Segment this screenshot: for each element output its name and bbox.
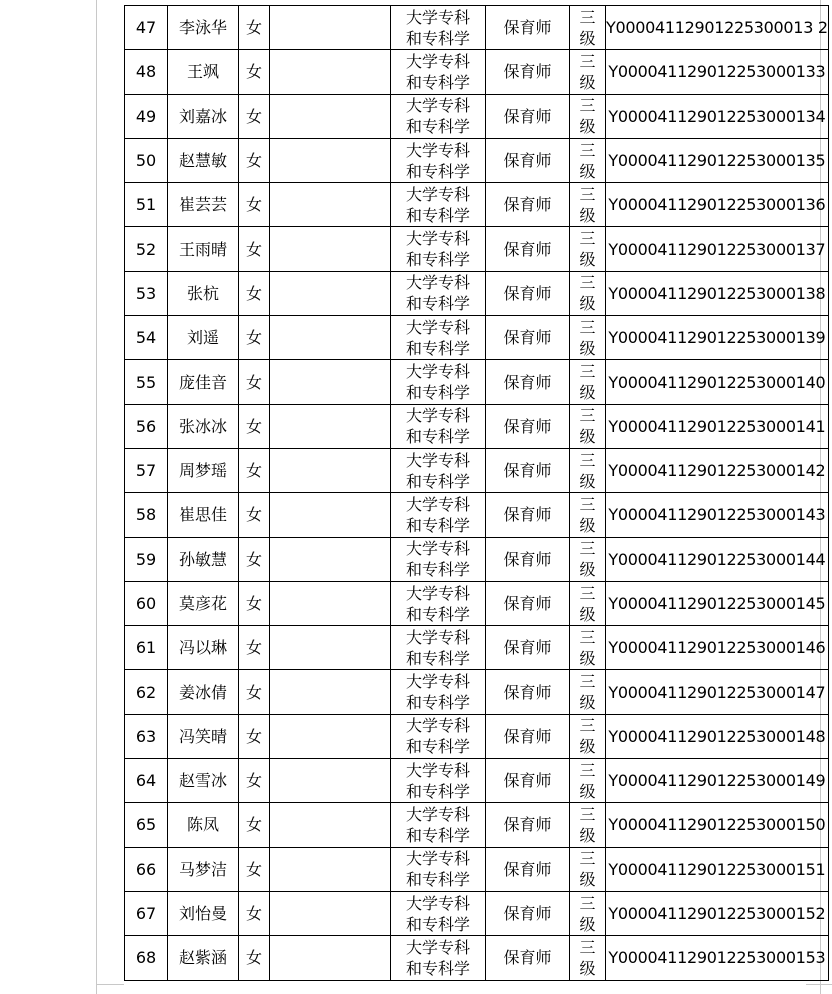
blank-cell	[270, 271, 391, 315]
education-cell	[391, 581, 486, 625]
gender-cell: 女	[239, 448, 270, 492]
gender-cell: 女	[239, 537, 270, 581]
level-line-1: 三	[579, 406, 596, 426]
name-cell: 刘怡曼	[168, 891, 239, 935]
certificate-number-cell: Y000041129012253000148	[606, 714, 829, 758]
level-cell	[570, 183, 606, 227]
level-line-2: 级	[579, 250, 596, 270]
row-number-cell: 60	[125, 581, 168, 625]
name-cell: 庞佳音	[168, 360, 239, 404]
gender-cell: 女	[239, 6, 270, 50]
education-line-2: 和专科学	[405, 604, 470, 624]
table-row	[125, 537, 829, 581]
education-line-2: 和专科学	[405, 560, 470, 580]
gender-cell: 女	[239, 714, 270, 758]
education-line-2: 和专科学	[405, 205, 470, 225]
gender-cell: 女	[239, 670, 270, 714]
blank-cell	[270, 94, 391, 138]
certificate-number-cell: Y00004112901225300013 2	[606, 6, 829, 50]
name-cell: 周梦瑶	[168, 448, 239, 492]
level-line-2: 级	[579, 161, 596, 181]
level-line-1: 三	[579, 627, 596, 647]
education-line-1: 大学专科	[405, 229, 470, 249]
occupation-cell: 保育师	[486, 759, 570, 803]
page-margin-guide-left	[96, 0, 97, 994]
certificate-number-cell: Y000041129012253000146	[606, 626, 829, 670]
blank-cell	[270, 803, 391, 847]
row-number-cell: 56	[125, 404, 168, 448]
table-row	[125, 581, 829, 625]
blank-cell	[270, 316, 391, 360]
gender-cell: 女	[239, 360, 270, 404]
level-line-1: 三	[579, 804, 596, 824]
table-row	[125, 316, 829, 360]
certificate-number-cell: Y000041129012253000152	[606, 891, 829, 935]
education-cell	[391, 183, 486, 227]
table-row	[125, 626, 829, 670]
occupation-cell: 保育师	[486, 936, 570, 980]
gender-cell: 女	[239, 803, 270, 847]
certificate-number-cell: Y000041129012253000149	[606, 759, 829, 803]
education-line-2: 和专科学	[405, 693, 470, 713]
level-line-2: 级	[579, 693, 596, 713]
education-cell	[391, 271, 486, 315]
occupation-cell: 保育师	[486, 50, 570, 94]
row-number-cell: 64	[125, 759, 168, 803]
blank-cell	[270, 714, 391, 758]
level-line-1: 三	[579, 937, 596, 957]
table-row	[125, 847, 829, 891]
gender-cell: 女	[239, 138, 270, 182]
certificate-number-cell: Y000041129012253000144	[606, 537, 829, 581]
row-number-cell: 65	[125, 803, 168, 847]
level-line-2: 级	[579, 515, 596, 535]
row-number-cell: 62	[125, 670, 168, 714]
education-line-1: 大学专科	[405, 96, 470, 116]
level-cell	[570, 581, 606, 625]
education-line-2: 和专科学	[405, 28, 470, 48]
table-row	[125, 493, 829, 537]
level-cell	[570, 803, 606, 847]
education-line-1: 大学专科	[405, 760, 470, 780]
blank-cell	[270, 50, 391, 94]
education-line-1: 大学专科	[405, 317, 470, 337]
education-line-1: 大学专科	[405, 494, 470, 514]
occupation-cell: 保育师	[486, 803, 570, 847]
table-row	[125, 183, 829, 227]
level-line-1: 三	[579, 760, 596, 780]
row-number-cell: 66	[125, 847, 168, 891]
level-cell	[570, 360, 606, 404]
blank-cell	[270, 891, 391, 935]
name-cell: 崔芸芸	[168, 183, 239, 227]
name-cell: 崔思佳	[168, 493, 239, 537]
level-cell	[570, 271, 606, 315]
level-line-2: 级	[579, 781, 596, 801]
level-line-2: 级	[579, 72, 596, 92]
gender-cell: 女	[239, 94, 270, 138]
level-cell	[570, 493, 606, 537]
row-number-cell: 61	[125, 626, 168, 670]
level-line-1: 三	[579, 317, 596, 337]
blank-cell	[270, 448, 391, 492]
row-number-cell: 53	[125, 271, 168, 315]
education-line-2: 和专科学	[405, 515, 470, 535]
education-cell	[391, 537, 486, 581]
name-cell: 张冰冰	[168, 404, 239, 448]
level-line-2: 级	[579, 737, 596, 757]
blank-cell	[270, 537, 391, 581]
occupation-cell: 保育师	[486, 271, 570, 315]
level-cell	[570, 936, 606, 980]
name-cell: 刘嘉冰	[168, 94, 239, 138]
gender-cell: 女	[239, 404, 270, 448]
level-line-2: 级	[579, 427, 596, 447]
education-cell	[391, 759, 486, 803]
education-cell	[391, 138, 486, 182]
level-cell	[570, 316, 606, 360]
level-cell	[570, 891, 606, 935]
certificate-number-cell: Y000041129012253000151	[606, 847, 829, 891]
row-number-cell: 68	[125, 936, 168, 980]
row-number-cell: 51	[125, 183, 168, 227]
blank-cell	[270, 847, 391, 891]
education-line-2: 和专科学	[405, 383, 470, 403]
certificate-number-cell: Y000041129012253000143	[606, 493, 829, 537]
occupation-cell: 保育师	[486, 626, 570, 670]
level-cell	[570, 448, 606, 492]
certificate-number-cell: Y000041129012253000135	[606, 138, 829, 182]
gender-cell: 女	[239, 271, 270, 315]
name-cell: 姜冰倩	[168, 670, 239, 714]
education-line-2: 和专科学	[405, 250, 470, 270]
education-line-1: 大学专科	[405, 716, 470, 736]
level-line-1: 三	[579, 184, 596, 204]
education-line-1: 大学专科	[405, 893, 470, 913]
level-line-2: 级	[579, 383, 596, 403]
table-row	[125, 404, 829, 448]
level-line-1: 三	[579, 672, 596, 692]
blank-cell	[270, 360, 391, 404]
roster-body	[125, 6, 829, 981]
certificate-number-cell: Y000041129012253000153	[606, 936, 829, 980]
education-line-1: 大学专科	[405, 450, 470, 470]
education-cell	[391, 6, 486, 50]
education-cell	[391, 936, 486, 980]
occupation-cell: 保育师	[486, 448, 570, 492]
level-cell	[570, 138, 606, 182]
row-number-cell: 63	[125, 714, 168, 758]
level-line-1: 三	[579, 583, 596, 603]
level-line-1: 三	[579, 140, 596, 160]
level-cell	[570, 6, 606, 50]
education-cell	[391, 803, 486, 847]
education-cell	[391, 316, 486, 360]
occupation-cell: 保育师	[486, 404, 570, 448]
level-cell	[570, 227, 606, 271]
blank-cell	[270, 227, 391, 271]
gender-cell: 女	[239, 316, 270, 360]
education-line-2: 和专科学	[405, 72, 470, 92]
name-cell: 李泳华	[168, 6, 239, 50]
gender-cell: 女	[239, 183, 270, 227]
certificate-number-cell: Y000041129012253000133	[606, 50, 829, 94]
certificate-number-cell: Y000041129012253000137	[606, 227, 829, 271]
education-cell	[391, 360, 486, 404]
education-line-1: 大学专科	[405, 937, 470, 957]
row-number-cell: 49	[125, 94, 168, 138]
education-cell	[391, 448, 486, 492]
education-cell	[391, 493, 486, 537]
certificate-number-cell: Y000041129012253000140	[606, 360, 829, 404]
table-row	[125, 6, 829, 50]
certificate-number-cell: Y000041129012253000136	[606, 183, 829, 227]
level-line-2: 级	[579, 471, 596, 491]
gender-cell: 女	[239, 493, 270, 537]
certificate-number-cell: Y000041129012253000145	[606, 581, 829, 625]
education-line-2: 和专科学	[405, 294, 470, 314]
table-row	[125, 714, 829, 758]
education-line-2: 和专科学	[405, 737, 470, 757]
row-number-cell: 57	[125, 448, 168, 492]
education-line-2: 和专科学	[405, 870, 470, 890]
blank-cell	[270, 626, 391, 670]
row-number-cell: 52	[125, 227, 168, 271]
level-cell	[570, 94, 606, 138]
row-number-cell: 59	[125, 537, 168, 581]
occupation-cell: 保育师	[486, 493, 570, 537]
row-number-cell: 58	[125, 493, 168, 537]
education-line-2: 和专科学	[405, 781, 470, 801]
education-line-1: 大学专科	[405, 804, 470, 824]
name-cell: 张杭	[168, 271, 239, 315]
level-line-1: 三	[579, 849, 596, 869]
table-row	[125, 759, 829, 803]
education-line-1: 大学专科	[405, 273, 470, 293]
name-cell: 孙敏慧	[168, 537, 239, 581]
gender-cell: 女	[239, 847, 270, 891]
level-line-2: 级	[579, 648, 596, 668]
level-line-1: 三	[579, 7, 596, 27]
table-row	[125, 94, 829, 138]
occupation-cell: 保育师	[486, 227, 570, 271]
name-cell: 莫彦花	[168, 581, 239, 625]
certificate-number-cell: Y000041129012253000142	[606, 448, 829, 492]
education-cell	[391, 670, 486, 714]
education-cell	[391, 50, 486, 94]
level-line-1: 三	[579, 273, 596, 293]
education-line-1: 大学专科	[405, 362, 470, 382]
level-cell	[570, 670, 606, 714]
occupation-cell: 保育师	[486, 316, 570, 360]
level-line-2: 级	[579, 28, 596, 48]
level-line-2: 级	[579, 914, 596, 934]
table-row	[125, 138, 829, 182]
education-line-2: 和专科学	[405, 427, 470, 447]
row-number-cell: 50	[125, 138, 168, 182]
page-margin-guide-bottom-right	[806, 984, 832, 985]
education-cell	[391, 891, 486, 935]
certificate-number-cell: Y000041129012253000141	[606, 404, 829, 448]
level-line-1: 三	[579, 893, 596, 913]
certificate-number-cell: Y000041129012253000138	[606, 271, 829, 315]
education-line-2: 和专科学	[405, 648, 470, 668]
name-cell: 赵紫涵	[168, 936, 239, 980]
level-line-2: 级	[579, 825, 596, 845]
table-row	[125, 803, 829, 847]
gender-cell: 女	[239, 759, 270, 803]
blank-cell	[270, 493, 391, 537]
education-line-2: 和专科学	[405, 161, 470, 181]
level-cell	[570, 626, 606, 670]
education-cell	[391, 94, 486, 138]
table-row	[125, 891, 829, 935]
certificate-number-cell: Y000041129012253000147	[606, 670, 829, 714]
level-line-2: 级	[579, 294, 596, 314]
blank-cell	[270, 138, 391, 182]
level-line-2: 级	[579, 958, 596, 978]
occupation-cell: 保育师	[486, 670, 570, 714]
education-line-1: 大学专科	[405, 539, 470, 559]
row-number-cell: 47	[125, 6, 168, 50]
occupation-cell: 保育师	[486, 714, 570, 758]
level-line-2: 级	[579, 117, 596, 137]
occupation-cell: 保育师	[486, 94, 570, 138]
table-row	[125, 50, 829, 94]
level-line-1: 三	[579, 716, 596, 736]
level-line-1: 三	[579, 450, 596, 470]
name-cell: 赵慧敏	[168, 138, 239, 182]
level-cell	[570, 759, 606, 803]
education-line-1: 大学专科	[405, 140, 470, 160]
certificate-number-cell: Y000041129012253000134	[606, 94, 829, 138]
level-line-2: 级	[579, 870, 596, 890]
blank-cell	[270, 936, 391, 980]
occupation-cell: 保育师	[486, 183, 570, 227]
row-number-cell: 48	[125, 50, 168, 94]
roster-table	[124, 5, 829, 981]
education-line-2: 和专科学	[405, 471, 470, 491]
education-line-1: 大学专科	[405, 7, 470, 27]
level-line-1: 三	[579, 229, 596, 249]
name-cell: 赵雪冰	[168, 759, 239, 803]
level-cell	[570, 50, 606, 94]
occupation-cell: 保育师	[486, 891, 570, 935]
table-row	[125, 936, 829, 980]
table-row	[125, 227, 829, 271]
education-line-1: 大学专科	[405, 672, 470, 692]
occupation-cell: 保育师	[486, 6, 570, 50]
education-line-1: 大学专科	[405, 849, 470, 869]
education-line-2: 和专科学	[405, 117, 470, 137]
education-line-2: 和专科学	[405, 825, 470, 845]
gender-cell: 女	[239, 581, 270, 625]
gender-cell: 女	[239, 227, 270, 271]
occupation-cell: 保育师	[486, 138, 570, 182]
occupation-cell: 保育师	[486, 537, 570, 581]
occupation-cell: 保育师	[486, 847, 570, 891]
blank-cell	[270, 6, 391, 50]
certificate-number-cell: Y000041129012253000139	[606, 316, 829, 360]
blank-cell	[270, 404, 391, 448]
name-cell: 王雨晴	[168, 227, 239, 271]
education-cell	[391, 847, 486, 891]
level-line-1: 三	[579, 51, 596, 71]
name-cell: 王飒	[168, 50, 239, 94]
row-number-cell: 54	[125, 316, 168, 360]
education-line-2: 和专科学	[405, 958, 470, 978]
level-line-1: 三	[579, 96, 596, 116]
level-cell	[570, 537, 606, 581]
blank-cell	[270, 581, 391, 625]
education-cell	[391, 626, 486, 670]
level-cell	[570, 847, 606, 891]
education-cell	[391, 227, 486, 271]
education-cell	[391, 714, 486, 758]
education-line-1: 大学专科	[405, 627, 470, 647]
level-cell	[570, 404, 606, 448]
education-line-2: 和专科学	[405, 914, 470, 934]
occupation-cell: 保育师	[486, 360, 570, 404]
gender-cell: 女	[239, 891, 270, 935]
level-line-1: 三	[579, 362, 596, 382]
name-cell: 冯笑晴	[168, 714, 239, 758]
gender-cell: 女	[239, 936, 270, 980]
certificate-number-cell: Y000041129012253000150	[606, 803, 829, 847]
name-cell: 陈凤	[168, 803, 239, 847]
level-line-2: 级	[579, 205, 596, 225]
gender-cell: 女	[239, 626, 270, 670]
table-row	[125, 670, 829, 714]
occupation-cell: 保育师	[486, 581, 570, 625]
gender-cell: 女	[239, 50, 270, 94]
row-number-cell: 67	[125, 891, 168, 935]
level-cell	[570, 714, 606, 758]
blank-cell	[270, 759, 391, 803]
education-cell	[391, 404, 486, 448]
level-line-1: 三	[579, 539, 596, 559]
education-line-2: 和专科学	[405, 338, 470, 358]
page-margin-guide-bottom	[96, 984, 124, 985]
table-row	[125, 271, 829, 315]
level-line-2: 级	[579, 604, 596, 624]
table-row	[125, 360, 829, 404]
name-cell: 冯以琳	[168, 626, 239, 670]
education-line-1: 大学专科	[405, 51, 470, 71]
blank-cell	[270, 183, 391, 227]
education-line-1: 大学专科	[405, 184, 470, 204]
level-line-2: 级	[579, 338, 596, 358]
table-row	[125, 448, 829, 492]
level-line-1: 三	[579, 494, 596, 514]
education-line-1: 大学专科	[405, 406, 470, 426]
education-line-1: 大学专科	[405, 583, 470, 603]
blank-cell	[270, 670, 391, 714]
name-cell: 刘遥	[168, 316, 239, 360]
level-line-2: 级	[579, 560, 596, 580]
row-number-cell: 55	[125, 360, 168, 404]
name-cell: 马梦洁	[168, 847, 239, 891]
